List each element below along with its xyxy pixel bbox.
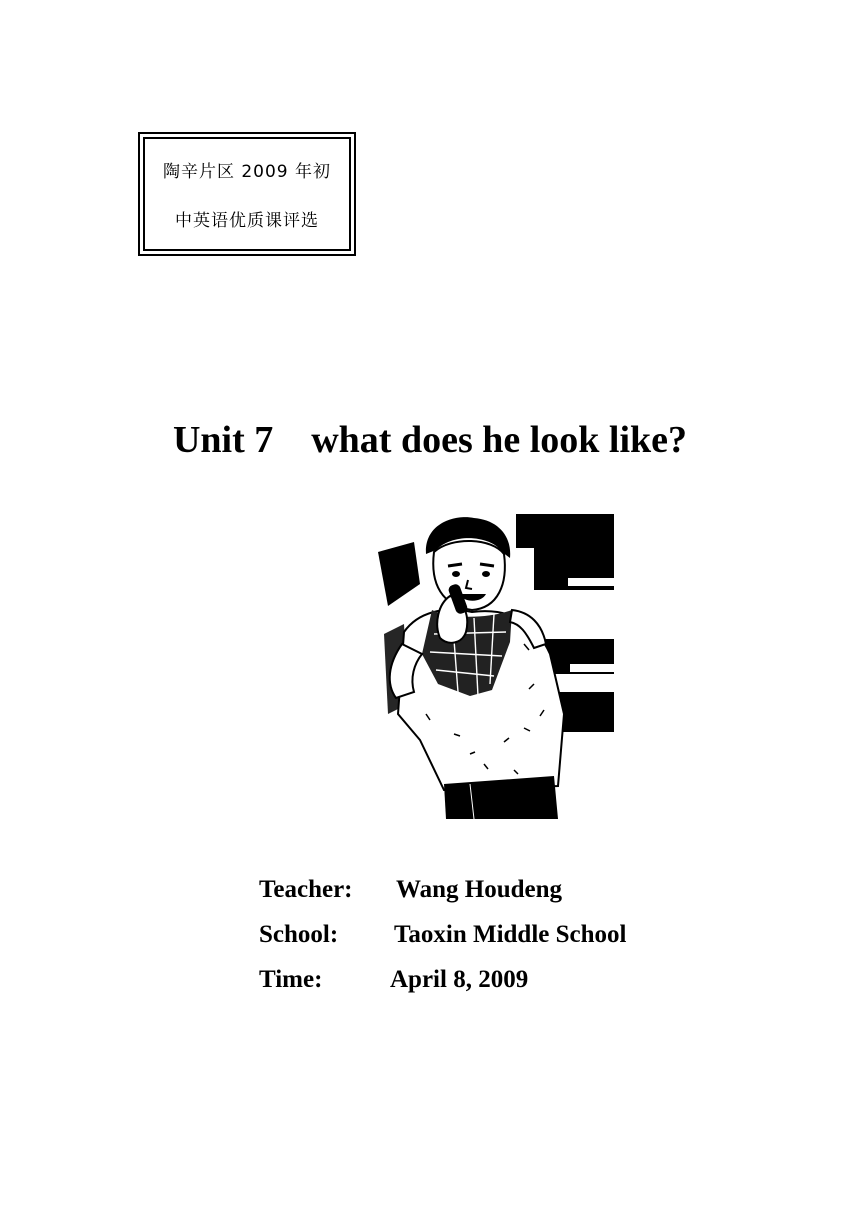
competition-header-inner xyxy=(143,137,351,251)
time-label: Time: xyxy=(259,966,323,993)
header-line-2: 中英语优质课评选 xyxy=(175,211,319,231)
competition-header-box xyxy=(138,132,356,256)
teacher-photo xyxy=(374,514,614,819)
time-value: April 8, 2009 xyxy=(390,966,529,993)
teacher-label: Teacher: xyxy=(259,876,353,903)
school-label: School: xyxy=(259,921,339,948)
teacher-value: Wang Houdeng xyxy=(396,876,563,903)
header-line-1: 陶辛片区 2009 年初 xyxy=(162,162,332,182)
lesson-title: Unit 7 what does he look like? xyxy=(172,419,688,461)
school-value: Taoxin Middle School xyxy=(394,921,627,948)
